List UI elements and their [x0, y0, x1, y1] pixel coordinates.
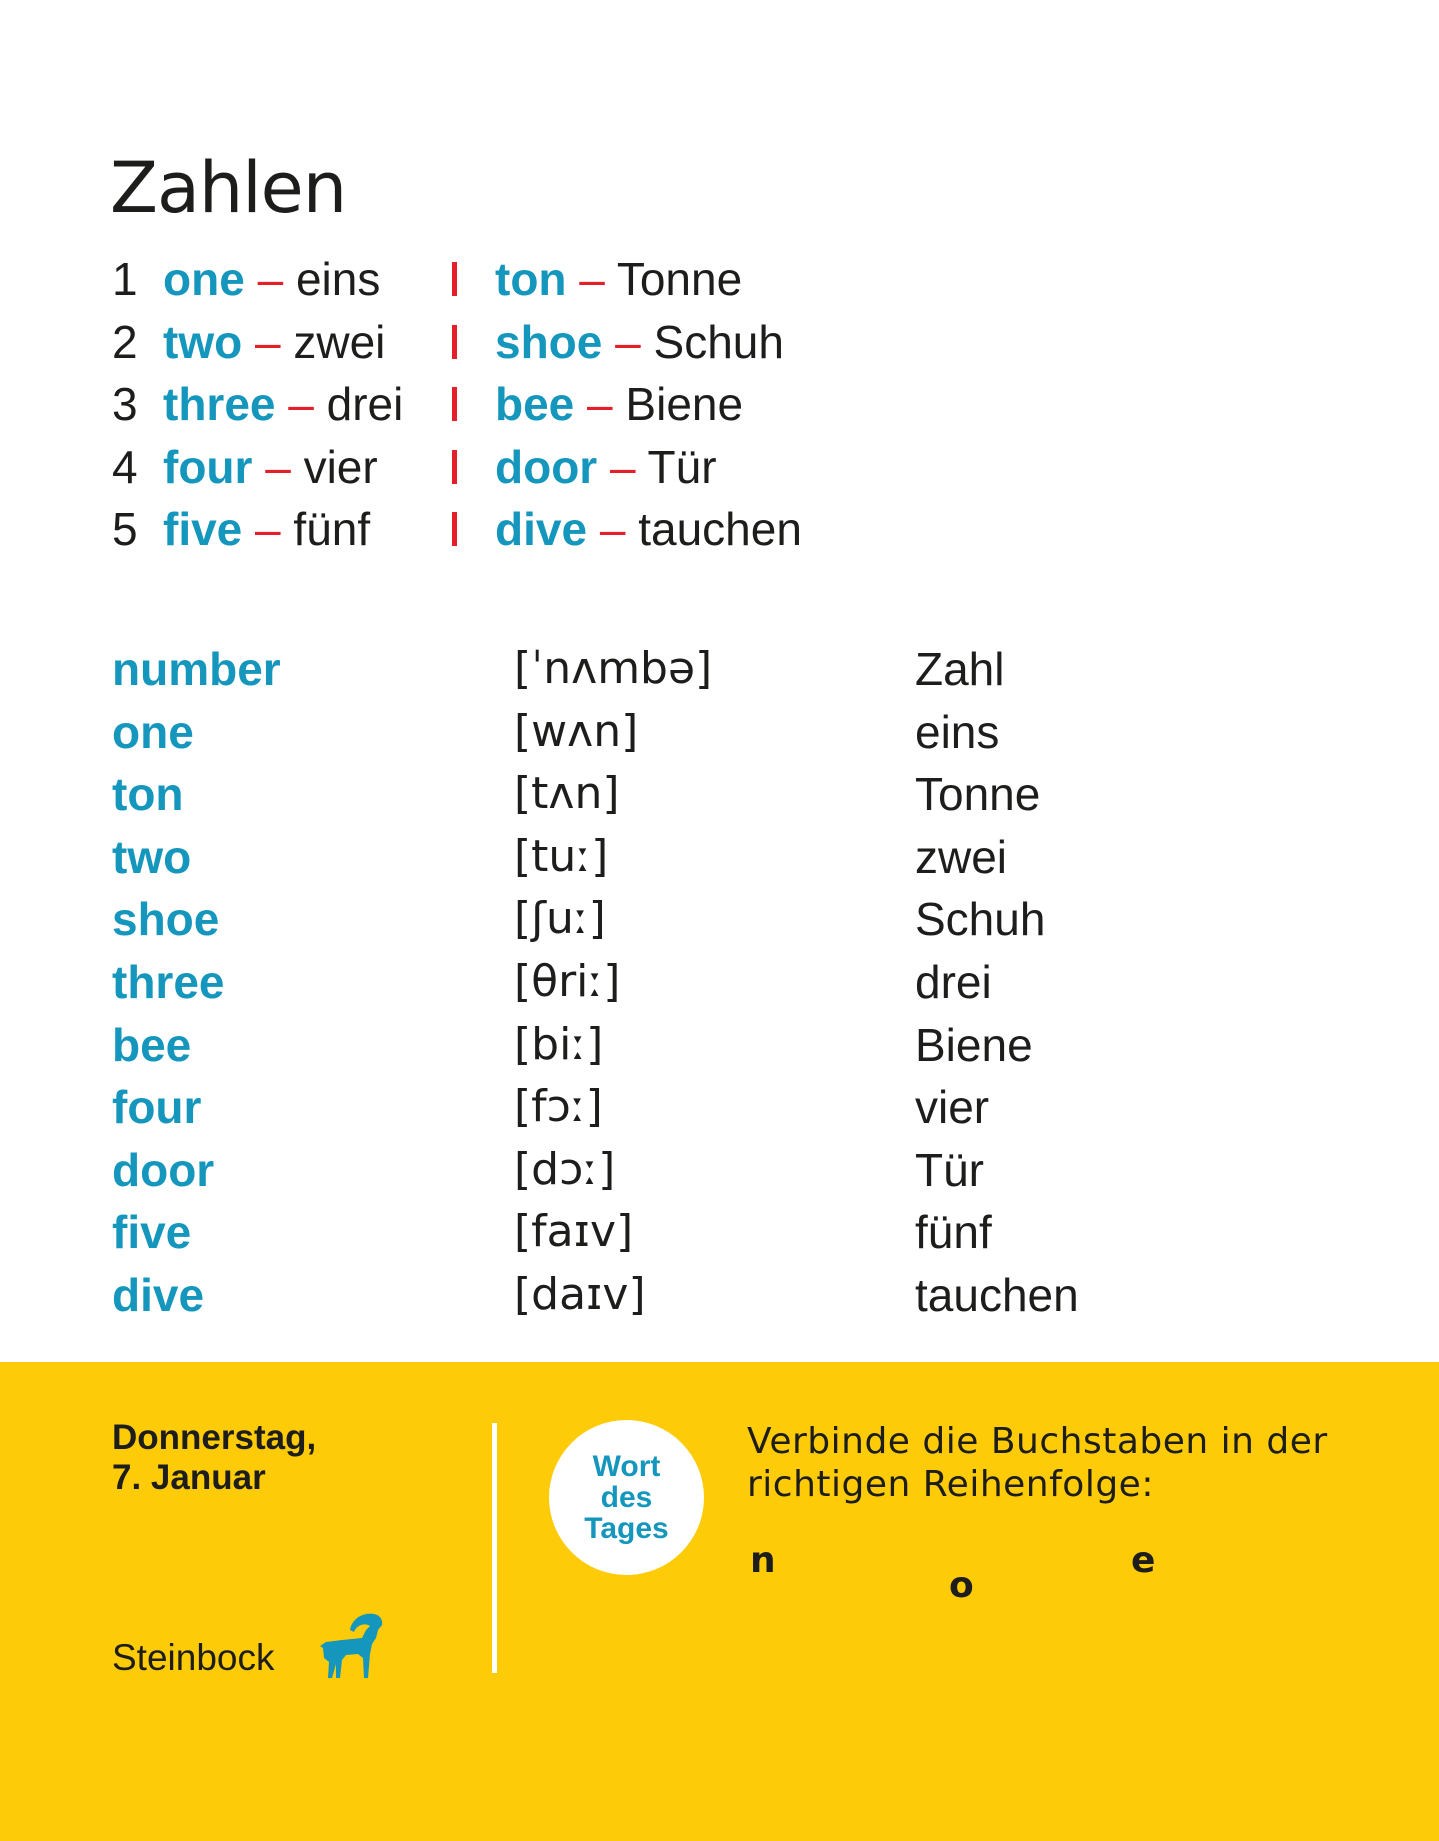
rhyme-english: dive	[495, 503, 588, 555]
vocab-ipa: [θriː]	[514, 955, 621, 1007]
pair-german: eins	[295, 253, 381, 305]
vocab-english: dive	[112, 1268, 205, 1321]
puzzle-letter-o[interactable]: o	[949, 1565, 974, 1606]
vocab-ipa: [ˈnʌmbə]	[514, 643, 713, 694]
vocab-english: ton	[112, 768, 184, 821]
rhyme-german: Schuh	[653, 315, 784, 368]
dash: –	[615, 315, 641, 368]
vocab-ipa: [tʌn]	[514, 768, 620, 820]
vocab-german: vier	[915, 1081, 990, 1134]
vocab-english: three	[112, 955, 225, 1008]
rhyme-english: ton	[495, 253, 567, 305]
zodiac-label: Steinbock	[112, 1637, 275, 1678]
vocab-german: Schuh	[915, 893, 1046, 946]
pair-english: four	[163, 440, 253, 493]
pair-english: two	[163, 315, 243, 368]
pair-english: three	[163, 378, 276, 430]
vocab-german: zwei	[915, 830, 1008, 883]
pair-number: 2	[112, 315, 138, 368]
separator-bar	[452, 450, 457, 484]
rhyme-english: bee	[495, 378, 575, 430]
pair-number: 3	[112, 378, 138, 430]
pair-number: 4	[112, 440, 138, 493]
vocab-ipa: [fɔː]	[514, 1081, 603, 1133]
day-month: 7. Januar	[112, 1458, 266, 1497]
vocab-ipa: [daɪv]	[514, 1268, 646, 1320]
vocab-english: four	[112, 1081, 202, 1134]
dash: –	[587, 378, 613, 430]
dash: –	[255, 503, 281, 555]
dash: –	[265, 440, 291, 493]
dash: –	[599, 503, 626, 555]
pair-german: zwei	[293, 315, 386, 368]
vocab-ipa: [faɪv]	[514, 1206, 634, 1258]
dash: –	[579, 253, 605, 305]
separator-bar	[452, 387, 457, 421]
vocab-ipa: [dɔː]	[514, 1143, 616, 1195]
vocab-german: Tonne	[915, 768, 1041, 821]
puzzle-letter-e[interactable]: e	[1131, 1540, 1156, 1581]
dash: –	[609, 440, 636, 493]
vocab-german: Tür	[915, 1143, 984, 1196]
vocab-ipa: [wʌn]	[514, 705, 639, 757]
pair-german: fünf	[293, 503, 371, 555]
vocab-english: two	[112, 830, 192, 883]
vocab-german: drei	[915, 955, 992, 1008]
divider	[492, 1423, 497, 1673]
instruction-text: Verbinde die Buchstaben in der richtigen Reihenfolge:	[747, 1421, 1328, 1505]
dash: –	[254, 315, 281, 368]
pair-number: 1	[112, 253, 138, 305]
separator-bar	[452, 262, 457, 296]
vocab-ipa: [tuː]	[514, 830, 609, 882]
pair-english: five	[163, 503, 243, 555]
vocab-english: five	[112, 1206, 192, 1259]
pair-german: vier	[303, 440, 378, 493]
rhyme-german: Tür	[647, 440, 717, 493]
page-title: Zahlen	[110, 146, 347, 229]
vocab-german: fünf	[915, 1206, 992, 1259]
word-of-the-day-badge: Wort des Tages	[549, 1420, 704, 1575]
vocab-german: Zahl	[915, 643, 1005, 695]
dash: –	[257, 253, 284, 305]
pair-number: 5	[112, 503, 138, 555]
rhyme-english: door	[495, 440, 598, 493]
vocab-german: Biene	[915, 1018, 1033, 1071]
rhyme-german: Biene	[625, 378, 744, 430]
rhyme-english: shoe	[495, 315, 603, 368]
vocab-german: eins	[915, 705, 1000, 758]
vocab-english: one	[112, 705, 194, 758]
separator-bar	[452, 325, 457, 359]
separator-bar	[452, 512, 457, 546]
puzzle-letter-n[interactable]: n	[750, 1540, 776, 1581]
dash: –	[288, 378, 314, 430]
rhyme-german: tauchen	[638, 503, 802, 555]
rhyme-german: Tonne	[616, 253, 743, 305]
vocab-english: bee	[112, 1018, 192, 1071]
vocab-ipa: [ʃuː]	[514, 893, 606, 945]
vocab-english: shoe	[112, 893, 220, 946]
vocab-english: number	[112, 643, 281, 695]
pair-german: drei	[326, 378, 404, 430]
vocab-german: tauchen	[915, 1268, 1079, 1321]
vocab-ipa: [biː]	[514, 1018, 604, 1070]
vocab-english: door	[112, 1143, 215, 1196]
ibex-icon	[312, 1608, 387, 1680]
date	[112, 1418, 316, 1498]
weekday: Donnerstag,	[112, 1418, 317, 1457]
pair-english: one	[163, 253, 245, 305]
